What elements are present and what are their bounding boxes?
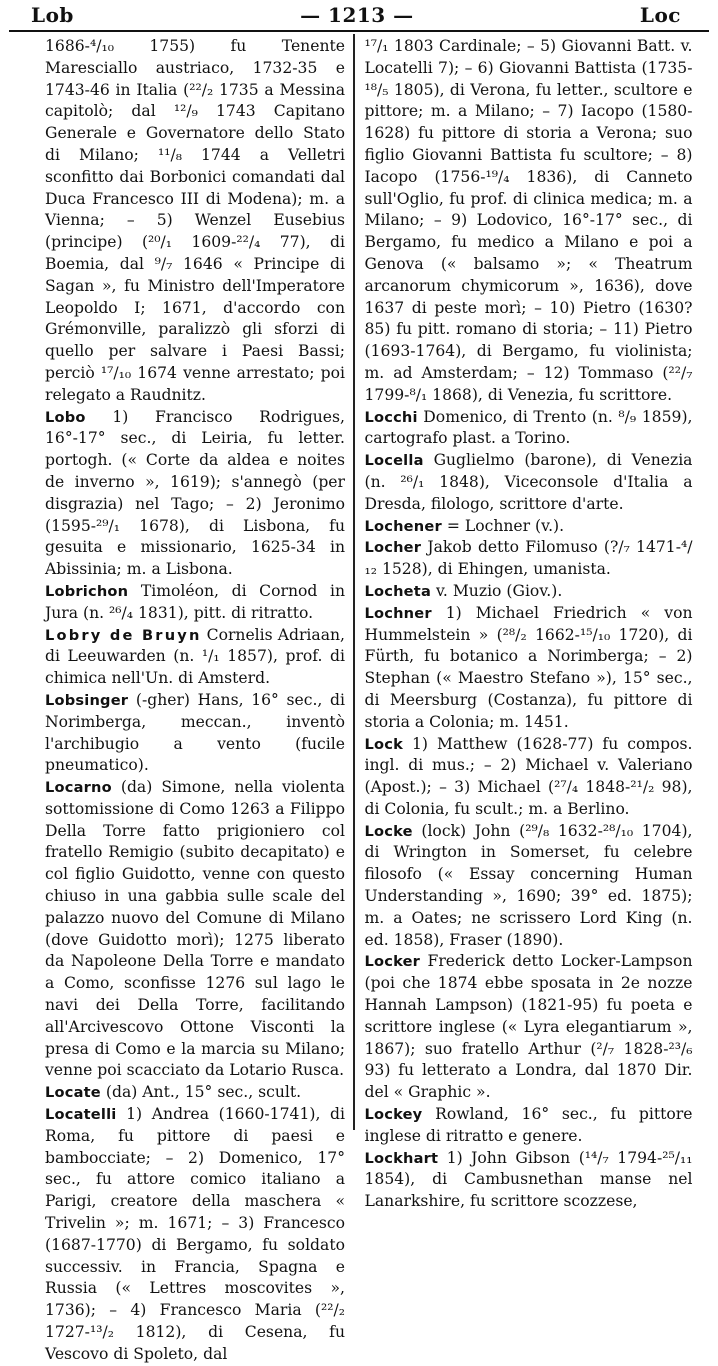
running-head-left: Lob	[31, 3, 74, 27]
dictionary-entry	[365, 516, 693, 538]
two-column-body	[9, 32, 709, 1363]
dictionary-entry	[45, 777, 345, 1082]
dictionary-entry	[45, 36, 345, 407]
dictionary-entry	[45, 581, 345, 625]
dictionary-entry	[365, 581, 693, 603]
entry-text: 1686-⁴/₁₀ 1755) fu Tenente Maresciallo austriaco, 1732-35 e 1743-46 in Italia (²²/₂ 1735 a Messina capitolò; dal ¹²/₉ 1743 Capitano Generale e Governatore dello Stato di Milano; ¹¹/₈ 1744 a Velletri sconfitto dai Borbonici comandati dal Duca Francesco III di Modena); m. a Vienna; – 5) Wenzel Eusebius (principe) (²⁰/₁ 1609-²²/₄ 77), di Boemia, dal ⁹/₇ 1646 « Principe di Sagan », fu Ministro dell'Imperatore Leopoldo I; 1671, d'accordo con Grémonville, paralizzò gli sforzi di quello per salvare i Paesi Bassi; perciò ¹⁷/₁₀ 1674 venne arrestato; poi relegato a Raudnitz.	[45, 37, 345, 404]
right-column	[355, 32, 699, 1211]
entry-text: ¹⁷/₁ 1803 Cardinale; – 5) Giovanni Batt. v. Locatelli 7); – 6) Giovanni Battista (1735-¹⁸/₅ 1805), di Verona, fu letter., scultore e pittore; m. a Milano; – 7) Iacopo (1580-1628) fu pittore di storia a Verona; suo figlio Giovanni Battista fu scultore; – 8) Iacopo (1756-¹⁹/₄ 1836), di Canneto sull'Oglio, fu prof. di clinica medica; m. a Milano; – 9) Lodovico, 16°-17° sec., di Bergamo, fu medico a Milano e poi a Genova (« balsamo »; « Theatrum arcanorum chymicorum », 1636), dove 1637 di peste morì; – 10) Pietro (1630? 85) fu pitt. romano di storia; – 11) Pietro (1693-1764), di Bergamo, fu violinista; m. ad Amsterdam; – 12) Tommaso (²²/₇ 1799-⁸/₁ 1868), di Venezia, fu scrittore.	[364, 37, 693, 404]
entry-text: (da) Ant., 15° sec., scult.	[105, 1083, 302, 1102]
entry-text: Guglielmo (barone), di Venezia (n. ²⁶/₁ 1848), Viceconsole d'Italia a Dresda, filologo, scrittore d'arte.	[364, 451, 693, 513]
entry-text: Rowland, 16° sec., fu pittore inglese di ritratto e genere.	[364, 1105, 693, 1145]
entry-text: v. Muzio (Giov.).	[435, 581, 563, 600]
entry-text: Domenico, di Trento (n. ⁸/₉ 1859), cartografo plast. a Torino.	[364, 407, 693, 448]
entry-headword: Lochner	[364, 604, 432, 622]
entry-headword: Locke	[364, 822, 413, 840]
entry-headword: Lockhart	[364, 1149, 439, 1167]
dictionary-entry	[365, 821, 693, 952]
entry-headword: Locate	[45, 1084, 101, 1102]
page-number: — 1213 —	[300, 3, 414, 27]
dictionary-entry	[45, 625, 345, 690]
entry-text: 1) Andrea (1660-1741), di Roma, fu pittore di paesi e bambocciate; – 2) Domenico, 17° sec., fu attore comico italiano a Parigi, creatore della maschera « Trivelin »; m. 1671; – 3) Francesco (1687-1770) di Bergamo, fu soldato successiv. in Francia, Spagna e Russia (« Lettres moscovites », 1736); – 4) Francesco Maria (²²/₂ 1727-¹³/₂ 1812), di Cesena, fu Vescovo di Spoleto, dal	[45, 1105, 345, 1363]
entry-headword: Lock	[364, 735, 403, 753]
running-head-right: Loc	[639, 3, 681, 27]
dictionary-entry	[365, 36, 693, 407]
entry-headword: Locheta	[364, 582, 431, 600]
dictionary-entry	[45, 407, 345, 581]
entry-text: 1) John Gibson (¹⁴/₇ 1794-²⁵/₁₁ 1854), di Cambusnethan manse nel Lanarkshire, fu scrittore scozzese,	[364, 1148, 693, 1211]
dictionary-entry	[365, 1104, 693, 1148]
entry-headword: Locchi	[364, 408, 418, 426]
entry-headword: Locella	[364, 452, 424, 470]
dictionary-entry	[365, 407, 693, 451]
entry-headword: Locker	[364, 953, 421, 971]
dictionary-entry	[365, 1148, 693, 1213]
entry-text: Jakob detto Filomuso (?/₇ 1471-⁴/₁₂ 1528), di Ehingen, umanista.	[364, 538, 693, 579]
entry-text: (da) Simone, nella violenta sottomissione di Como 1263 a Filippo Della Torre fatto prigioniero col fratello Remigio (subito decapitato) e col figlio Guidotto, venne con questo chiuso in una gabbia sulle scale del palazzo nuovo del Comune di Milano (dove Guidotto morì); 1275 liberato da Napoleone Della Torre e mandato a Como, sconfisse 1276 sul lago le navi dei Della Torre, facilitando all'Arcivescovo Ottone Visconti la presa di Como e la marcia su Milano; venne poi scacciato da Lotario Rusca.	[45, 778, 345, 1080]
page-header	[9, 0, 709, 32]
entry-text: 1) Matthew (1628-77) fu compos. ingl. di mus.; – 2) Michael v. Valeriano (Apost.); – 3) Michael (²⁷/₄ 1848-²¹/₂ 98), di Colonia, fu scult.; m. a Berlino.	[364, 734, 693, 818]
entry-headword: Locarno	[45, 779, 112, 797]
dictionary-entry	[45, 1082, 345, 1104]
entry-headword: Locher	[364, 539, 422, 557]
entry-text: (-gher) Hans, 16° sec., di Norimberga, meccan., inventò l'archibugio a vento (fucile pneumatico).	[45, 690, 345, 775]
entry-headword: Lobry de Bruyn	[45, 626, 202, 644]
entry-headword: Lockey	[364, 1106, 423, 1124]
dictionary-entry	[365, 450, 693, 515]
dictionary-entry	[365, 734, 693, 821]
entry-text: = Lochner (v.).	[446, 516, 565, 535]
entry-headword: Lobrichon	[45, 582, 129, 600]
entry-text: 1) Michael Friedrich « von Hummelstein » (²⁸/₂ 1662-¹⁵/₁₀ 1720), di Fürth, fu botanico a Norimberga; – 2) Stephan (« Maestro Stefano »), 15° sec., di Meersburg (Costanza), fu pittore di storia a Colonia; m. 1451.	[364, 603, 693, 731]
entry-headword: Locatelli	[45, 1106, 117, 1124]
entry-headword: Lobsinger	[45, 691, 129, 709]
dictionary-entry	[365, 537, 693, 581]
entry-headword: Lochener	[364, 517, 442, 535]
dictionary-entry	[365, 603, 693, 734]
entry-text: (lock) John (²⁹/₈ 1632-²⁸/₁₀ 1704), di Wrington in Somerset, fu celebre filosofo (« Essay concerning Human Understanding », 1690; 39° ed. 1875); m. a Oates; ne scrissero Lord King (n. ed. 1858), Fraser (1890).	[364, 821, 693, 949]
entry-text: Cornelis Adriaan, di Leeuwarden (n. ¹/₁ 1857), prof. di chimica nell'Un. di Amsterd.	[45, 625, 345, 688]
entry-headword: Lobo	[45, 408, 86, 426]
dictionary-entry	[45, 690, 345, 777]
entry-text: Frederick detto Locker-Lampson (poi che 1874 ebbe sposata in 2e nozze Hannah Lampson) (1821-95) fu poeta e scrittore inglese (« Lyra elegantiarum », 1867); suo fratello Arthur (²/₇ 1828-²³/₆ 93) fu letterato a Londra, dal 1870 Dir. del « Graphic ».	[364, 952, 693, 1102]
left-column	[9, 32, 353, 1363]
entry-text: 1) Francisco Rodrigues, 16°-17° sec., di Leiria, fu letter. portogh. (« Corte da aldea e noites de inverno », 1619); s'annegò (per disgrazia) nel Tago; – 2) Jeronimo (1595-²⁹/₁ 1678), di Lisbona, fu gesuita e missionario, 1625-34 in Abissinia; m. a Lisbona.	[45, 407, 345, 579]
dictionary-entry	[365, 951, 693, 1104]
entry-text: Timoléon, di Cornod in Jura (n. ²⁶/₄ 1831), pitt. di ritratto.	[45, 581, 345, 622]
dictionary-entry	[45, 1104, 345, 1366]
